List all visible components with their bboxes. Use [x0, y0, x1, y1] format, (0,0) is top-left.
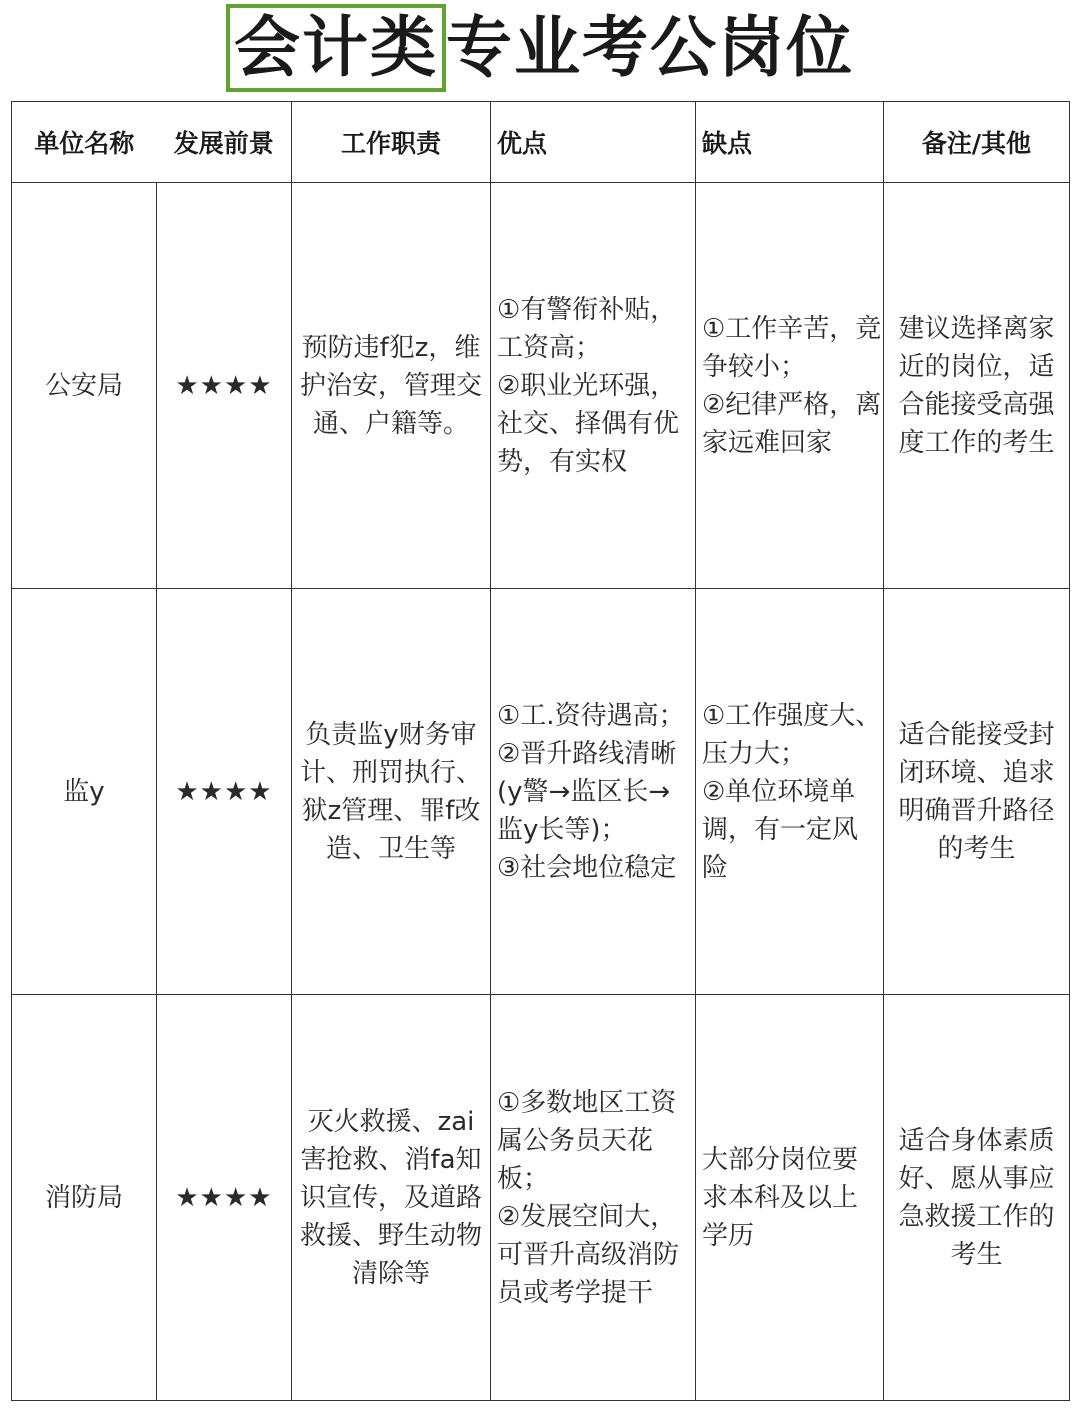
cell-unit: 消防局	[12, 995, 157, 1401]
table-header-row	[12, 102, 1070, 183]
cell-note: 适合身体素质好、愿从事应急救援工作的考生	[884, 995, 1070, 1401]
header-note: 备注/其他	[884, 102, 1070, 183]
cell-note: 建议选择离家近的岗位，适合能接受高强度工作的考生	[884, 183, 1070, 589]
cell-pros: ①多数地区工资属公务员天花板； ②发展空间大，可晋升高级消防员或考学提干	[491, 995, 696, 1401]
cell-unit: 公安局	[12, 183, 157, 589]
cell-cons: ①工作强度大、压力大； ②单位环境单调，有一定风险	[696, 589, 884, 995]
cell-duty: 预防违f犯z，维护治安，管理交通、户籍等。	[292, 183, 491, 589]
table-row	[12, 995, 1070, 1401]
cell-stars: ★★★★	[157, 589, 292, 995]
header-prospect: 发展前景	[157, 102, 292, 183]
comparison-table	[11, 101, 1070, 1401]
cell-note: 适合能接受封闭环境、追求明确晋升路径的考生	[884, 589, 1070, 995]
cell-cons: ①工作辛苦，竞争较小； ②纪律严格，离家远难回家	[696, 183, 884, 589]
cell-unit: 监y	[12, 589, 157, 995]
title-area	[0, 0, 1080, 100]
cell-duty: 负责监y财务审计、刑罚执行、狱z管理、罪f改造、卫生等	[292, 589, 491, 995]
cell-stars: ★★★★	[157, 183, 292, 589]
header-pros: 优点	[491, 102, 696, 183]
table-row	[12, 183, 1070, 589]
title-highlight: 会计类	[226, 4, 446, 92]
table-row	[12, 589, 1070, 995]
header-cons: 缺点	[696, 102, 884, 183]
page-title	[226, 4, 854, 92]
cell-pros: ①工.资待遇高； ②晋升路线清晰(y警→监区长→监y长等)； ③社会地位稳定	[491, 589, 696, 995]
cell-duty: 灭火救援、zai害抢救、消fa知识宣传，及道路救援、野生动物清除等	[292, 995, 491, 1401]
cell-stars: ★★★★	[157, 995, 292, 1401]
header-duty: 工作职责	[292, 102, 491, 183]
header-unit: 单位名称	[12, 102, 157, 183]
cell-pros: ①有警衔补贴，工资高； ②职业光环强，社交、择偶有优势，有实权	[491, 183, 696, 589]
title-rest: 专业考公岗位	[446, 9, 854, 86]
cell-cons: 大部分岗位要求本科及以上学历	[696, 995, 884, 1401]
